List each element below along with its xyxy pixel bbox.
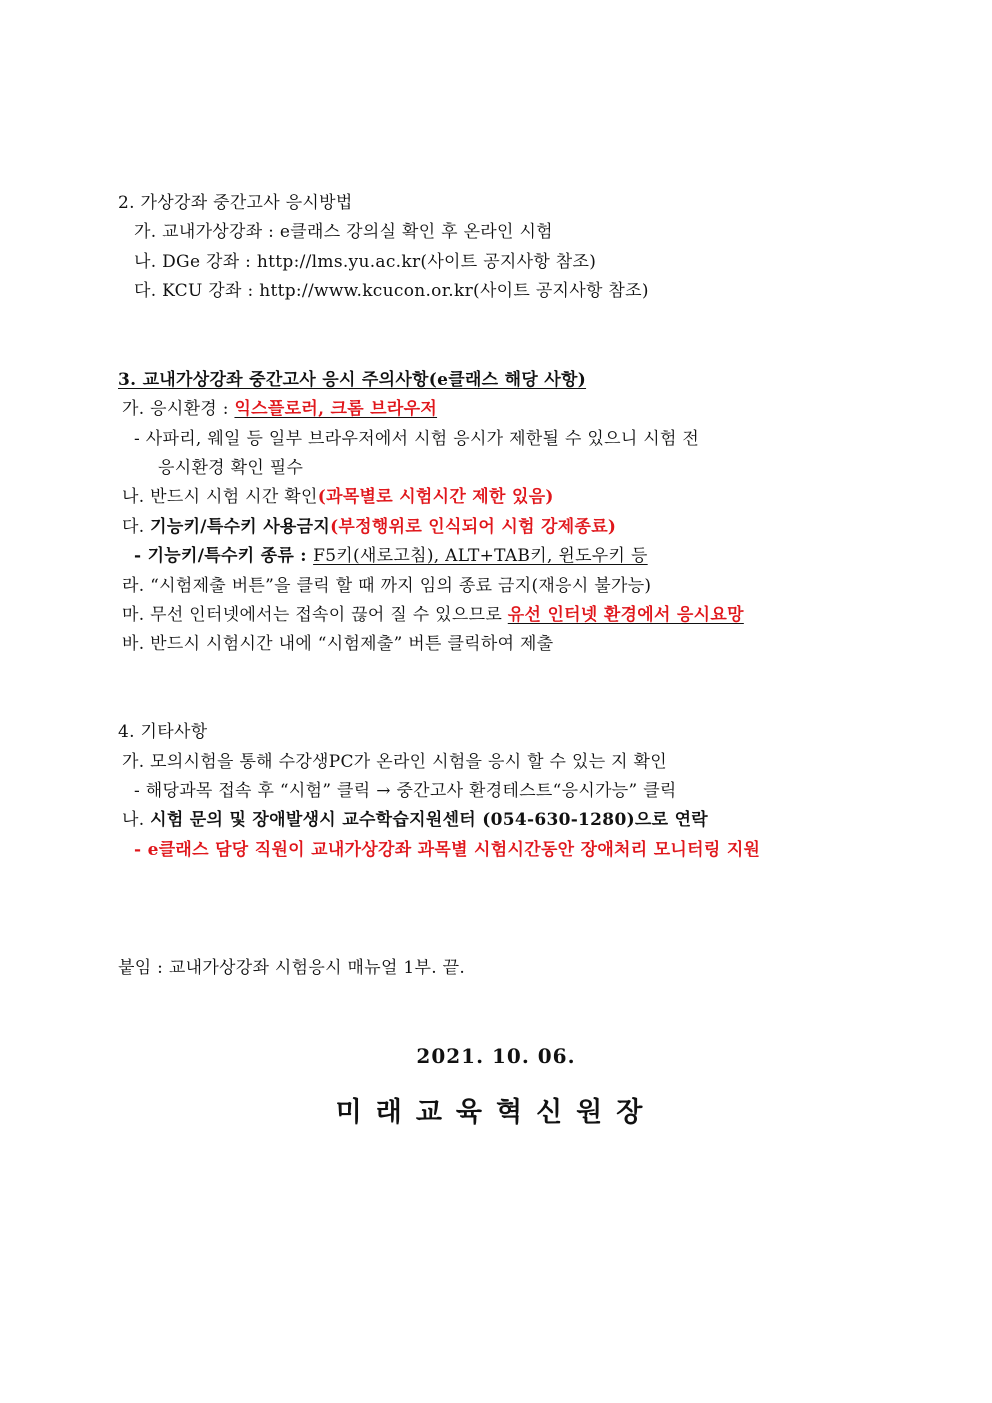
document-date: 2021. 10. 06. [416,1044,576,1068]
mock-item: 가. 모의시험을 통해 수강생PC가 온라인 시험을 응시 할 수 있는 지 확인 [122,752,667,772]
time-item [122,486,554,508]
keys-label: - 기능키/특수키 종류 : [134,546,314,566]
deadline-item: 바. 반드시 시험시간 내에 “시험제출” 버튼 클릭하여 제출 [122,634,554,654]
key-item [122,516,616,538]
keys-item [134,545,648,567]
key-bold: 기능키/특수키 사용금지 [150,517,331,537]
key-highlight: (부정행위로 인식되어 시험 강제종료) [330,517,617,537]
section-4-title: 4. 기타사항 [118,722,208,742]
section-2-item-2: 나. DGe 강좌 : http://lms.yu.ac.kr(사이트 공지사항 참조) [134,252,597,272]
env-note-2: 응시환경 확인 필수 [158,458,304,478]
contact-item [122,809,708,831]
keys-list: F5키(새로고침), ALT+TAB키, 윈도우키 등 [313,546,648,566]
wifi-item [122,604,744,626]
mock-note: - 해당과목 접속 후 “시험” 클릭 → 중간고사 환경테스트“응시가능” 클릭 [134,781,677,801]
env-highlight: 익스플로러, 크롬 브라우저 [234,399,438,419]
env-note-1: - 사파리, 웨일 등 일부 브라우저에서 시험 응시가 제한될 수 있으니 시험 전 [134,429,700,449]
key-prefix: 다. [122,517,151,537]
env-prefix: 가. 응시환경 : [122,399,235,419]
section-3-title: 3. 교내가상강좌 중간고사 응시 주의사항(e클래스 해당 사항) [118,370,587,390]
wifi-highlight: 유선 인터넷 환경에서 응시요망 [507,605,744,625]
attachment-line: 붙임 : 교내가상강좌 시험응시 매뉴얼 1부. 끝. [118,958,466,978]
env-item [122,398,437,420]
signer-title: 미래교육혁신원장 [335,1097,657,1128]
contact-prefix: 나. [122,810,151,830]
section-2-item-1: 가. 교내가상강좌 : e클래스 강의실 확인 후 온라인 시험 [134,222,553,242]
wifi-prefix: 마. 무선 인터넷에서는 접속이 끊어 질 수 있으므로 [122,605,508,625]
time-prefix: 나. 반드시 시험 시간 확인 [122,487,318,507]
submit-item: 라. “시험제출 버튼”을 클릭 할 때 까지 임의 종료 금지(재응시 불가능) [122,576,652,596]
contact-bold: 시험 문의 및 장애발생시 교수학습지원센터 (054-630-1280)으로 연락 [150,810,709,830]
support-note: - e클래스 담당 직원이 교내가상강좌 과목별 시험시간동안 장애처리 모니터링 지원 [134,840,761,860]
section-2-title: 2. 가상강좌 중간고사 응시방법 [118,193,353,213]
time-highlight: (과목별로 시험시간 제한 있음) [317,487,554,507]
section-2-item-3: 다. KCU 강좌 : http://www.kcucon.or.kr(사이트 공지사항 참조) [134,281,649,301]
